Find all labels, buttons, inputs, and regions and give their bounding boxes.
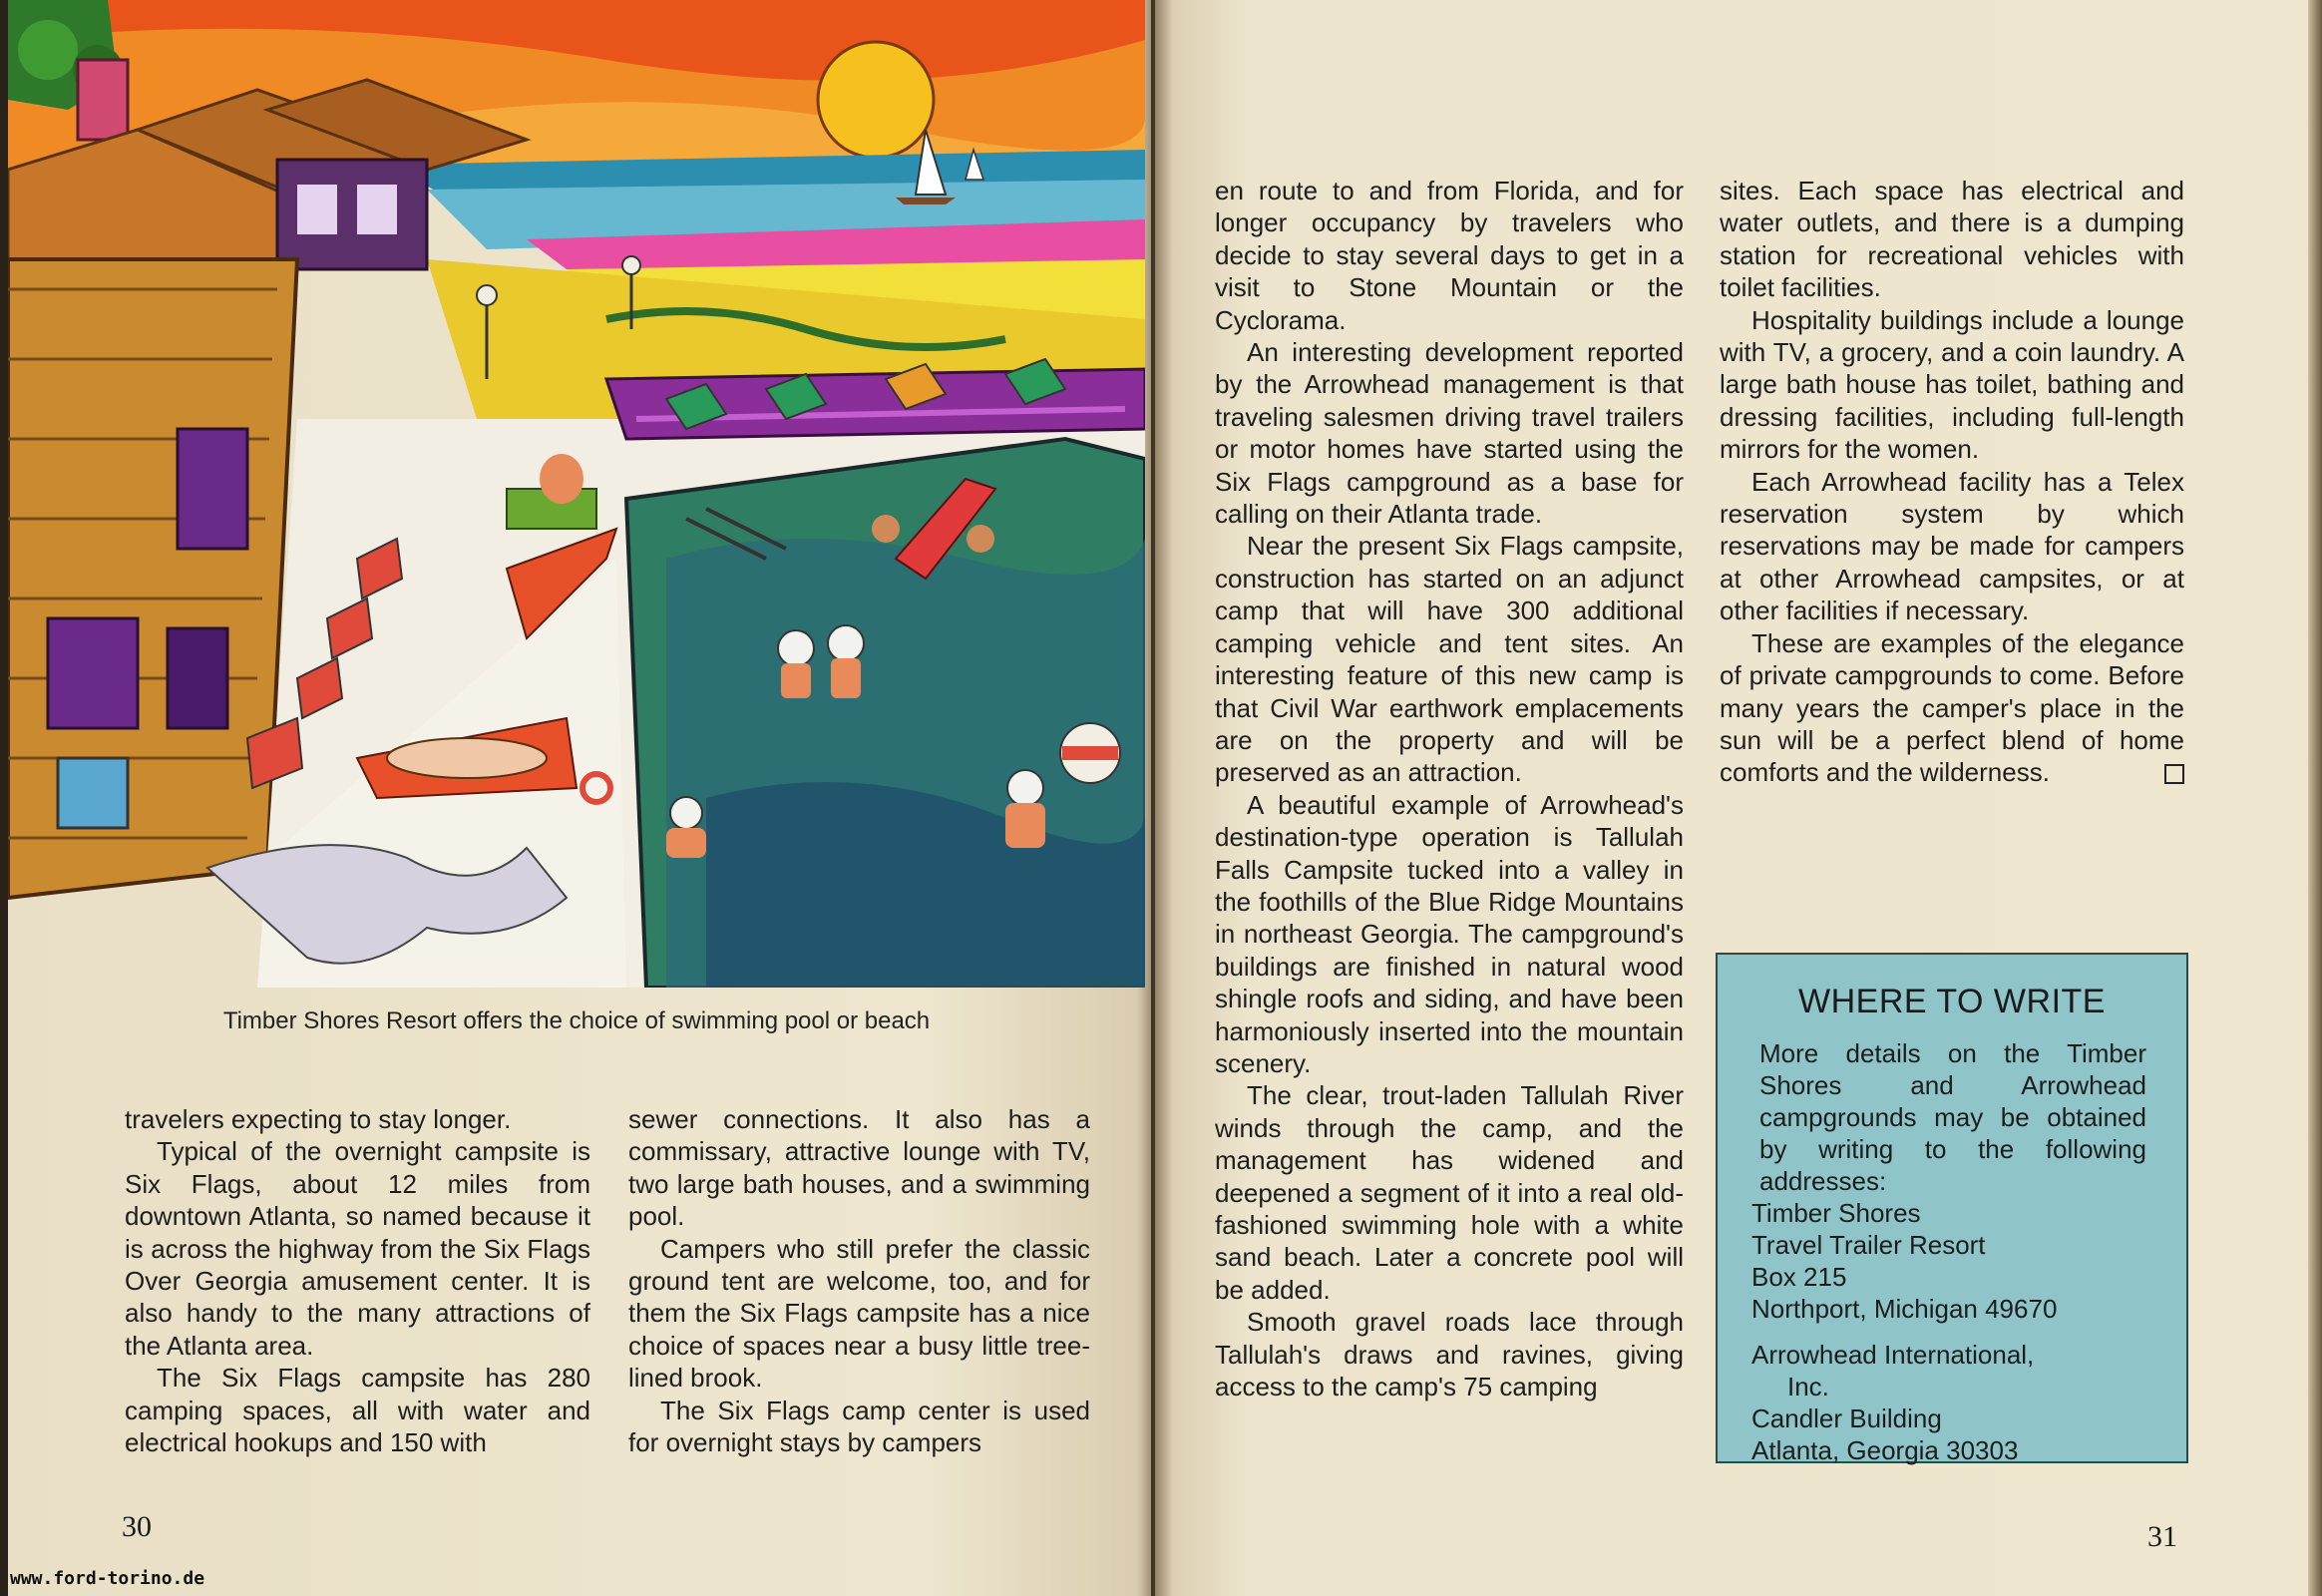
paragraph: An interesting development reported by the Arrowhead management is that traveling salesmen driving travel trailers or motor homes have started using the Six Flags campground as a base for calling on their Atlanta trade. [1215,337,1684,530]
box-intro-text: More details on the Timber Shores and Arrowhead campgrounds may be obtained by writing to the following addresses: [1759,1038,2146,1196]
column-1 [125,1103,590,1458]
address-line: Atlanta, Georgia 30303 [1751,1435,2019,1465]
paragraph: Hospitality buildings include a lounge with TV, a grocery, and a coin laundry. A large bath house has toilet, bathing and dressing facilities, including full-length mirrors for the women. [1720,304,2184,465]
address-line: Candler Building [1751,1403,1942,1433]
column-4 [1720,175,2184,789]
address-line: Timber Shores [1751,1198,1921,1228]
page-number-left: 30 [122,1510,152,1543]
paragraph: en route to and from Florida, and for longer occupancy by travelers who decide to stay several days to get in a visit to Stone Mountain or the Cyclorama. [1215,176,1684,335]
paragraph: A beautiful example of Arrowhead's destination-type operation is Tallulah Falls Campsite tucked into a valley in the foothills of the Blue Ridge Mountains in northeast Georgia. The campground's buildings are finished in natural wood shingle roofs and siding, and have been harmoniously inserted into the mountain scenery. [1215,789,1684,1078]
box-intro [1718,1037,2186,1197]
paragraph: Smooth gravel roads lace through Tallulah's draws and ravines, giving access to the camp's 75 camping [1215,1307,1684,1402]
paragraph: Campers who still prefer the classic ground tent are welcome, too, and for them the Six Flags campsite has a nice choice of spaces near a busy little tree-lined brook. [628,1233,1090,1394]
resort-illustration [8,0,1145,988]
box-title: WHERE TO WRITE [1798,983,2106,1020]
page-number-right: 31 [2147,1520,2177,1553]
paragraph: Near the present Six Flags campsite, construction has started on an adjunct camp that will have 300 additional camping vehicle and tent sites. An interesting feature of this new camp is that Civil War earthwork emplacements are on the property and will be preserved as an attraction. [1215,531,1684,788]
sun-icon [818,42,934,158]
paragraph-final [1720,627,2184,789]
paragraph: Typical of the overnight campsite is Six Flags, about 12 miles from downtown Atlanta, so named because it is across the highway from the Six Flags Over Georgia amusement center. It is also handy to the many attractions of the Atlanta area. [125,1136,590,1361]
paragraph: The Six Flags camp center is used for overnight stays by campers [628,1395,1090,1458]
column-2 [628,1103,1090,1458]
end-mark-icon [2164,764,2184,784]
address-line: Arrowhead International, [1751,1340,2035,1370]
paragraph: travelers expecting to stay longer. [125,1104,512,1134]
address-line: Inc. [1787,1372,1829,1401]
paragraph: sewer connections. It also has a commissary, attractive lounge with TV, two large bath houses, and a swimming pool. [628,1104,1090,1232]
address-timber-shores [1718,1197,2186,1339]
address-line: Box 215 [1751,1262,1847,1292]
book-edge [2308,0,2322,1596]
paragraph: The clear, trout-laden Tallulah River winds through the camp, and the management has widened and deepened a segment of it into a real old-fashioned swimming hole with a white sand beach. Later a concrete pool will be added. [1215,1080,1684,1305]
paragraph: The Six Flags campsite has 280 camping spaces, all with water and electrical hookups and 150 with [125,1363,590,1458]
column-3 [1215,175,1684,1402]
watermark: www.ford-torino.de [10,1568,205,1589]
paragraph: sites. Each space has electrical and water outlets, and there is a dumping station for recreational vehicles with toilet facilities. [1720,176,2184,303]
paragraph: Each Arrowhead facility has a Telex reservation system by which reservations may be made for campers at other Arrowhead campsites, or at other facilities if necessary. [1720,466,2184,626]
where-to-write-box [1716,953,2188,1463]
address-line: Northport, Michigan 49670 [1751,1294,2058,1324]
paragraph-text: These are examples of the elegance of private campgrounds to come. Before many years the camper's place in the sun will be a perfect blend of home comforts and the wilderness. [1720,627,2184,788]
address-arrowhead [1718,1339,2186,1466]
address-line: Travel Trailer Resort [1751,1230,1986,1260]
illustration-caption: Timber Shores Resort offers the choice of swimming pool or beach [222,1007,931,1034]
